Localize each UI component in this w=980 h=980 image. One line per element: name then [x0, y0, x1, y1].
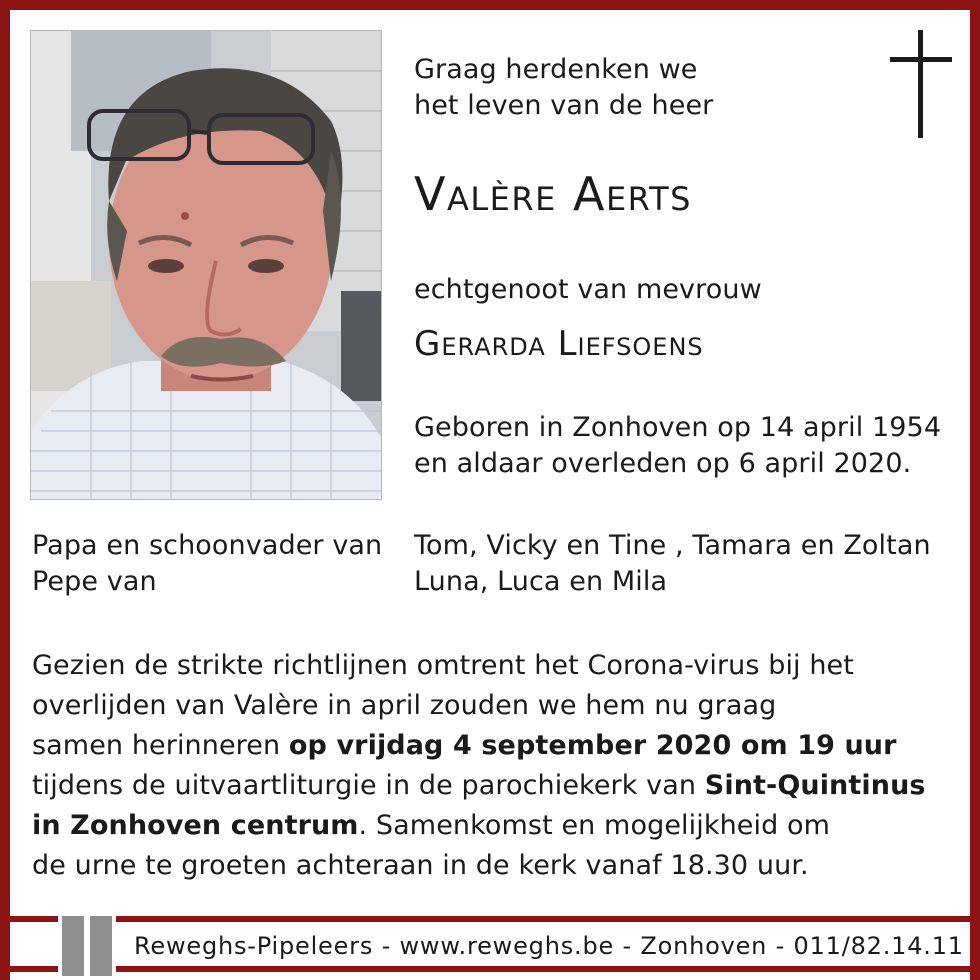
- spouse-first-name: Gerarda: [414, 324, 546, 364]
- birth-line: Geboren in Zonhoven op 14 april 1954: [414, 412, 942, 443]
- footer-rule-bottom: [0, 966, 980, 972]
- portrait-photo: [30, 30, 382, 500]
- intro-text: [414, 52, 713, 124]
- message-line: [32, 726, 926, 766]
- children-names: Tom, Vicky en Tine , Tamara en Zoltan: [414, 530, 931, 561]
- church-location: in Zonhoven centrum: [32, 810, 359, 841]
- birth-death-text: [414, 410, 941, 482]
- message-line: de urne te groeten achteraan in de kerk vanaf 18.30 uur.: [32, 850, 809, 881]
- ceremony-date: op vrijdag 4 september 2020 om 19 uur: [288, 730, 897, 761]
- grandchildren-names: Luna, Luca en Mila: [414, 566, 668, 597]
- church-name: Sint-Quintinus: [704, 770, 926, 801]
- spouse-relation: echtgenoot van mevrouw: [414, 274, 762, 305]
- message-line: Gezien de strikte richtlijnen omtrent het Corona-virus bij het: [32, 650, 854, 681]
- spouse-name: [414, 322, 704, 366]
- message-text: tijdens de uitvaartliturgie in de parochiekerk van: [32, 770, 705, 801]
- message-line: [32, 766, 926, 806]
- message-paragraph: [32, 646, 926, 886]
- cross-icon: [890, 30, 952, 138]
- deceased-last-name: Aerts: [572, 167, 692, 221]
- footer-contact: Reweghs-Pipeleers - www.reweghs.be - Zonhoven - 011/82.14.11: [134, 932, 964, 960]
- family-names: [414, 528, 931, 600]
- message-text: samen herinneren: [32, 730, 289, 761]
- death-line: en aldaar overleden op 6 april 2020.: [414, 448, 912, 479]
- message-line: [32, 806, 926, 846]
- family-relations: [32, 528, 382, 600]
- funeral-home-logo-icon: [58, 912, 116, 980]
- footer-rule-top: [0, 916, 980, 922]
- spouse-last-name: Liefsoens: [557, 324, 704, 364]
- intro-line-2: het leven van de heer: [414, 90, 714, 121]
- message-text: . Samenkomst en mogelijkheid om: [358, 810, 831, 841]
- intro-line-1: Graag herdenken we: [414, 54, 698, 85]
- deceased-first-name: Valère: [414, 167, 557, 221]
- deceased-name: [414, 166, 692, 222]
- message-line: overlijden van Valère in april zouden we hem nu graag: [32, 690, 777, 721]
- family-relation-children: Papa en schoonvader van: [32, 530, 383, 561]
- family-relation-grandchildren: Pepe van: [32, 566, 157, 597]
